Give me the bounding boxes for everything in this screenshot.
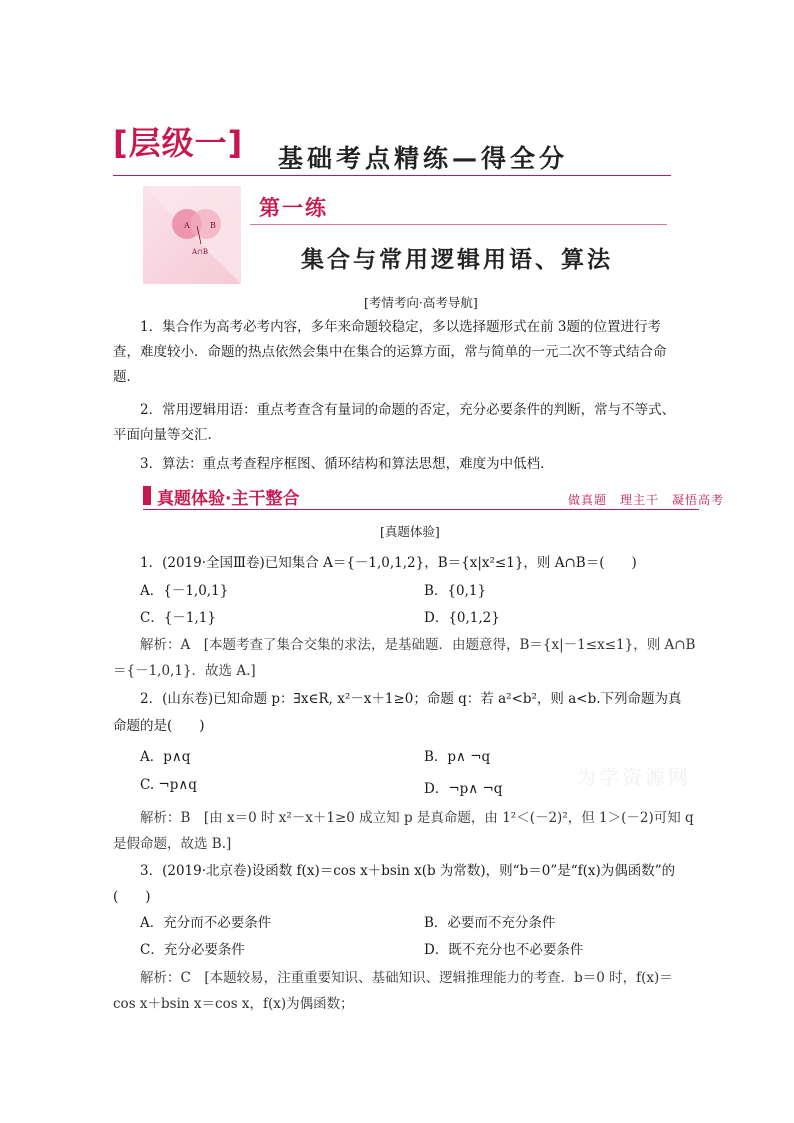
q3-stem-line-1: 3．(2019·北京卷)设函数 f(x)＝cos x＋bsin x(b 为常数)，则“b＝0”是“f(x)为偶函数”的 xyxy=(140,863,676,879)
q2-analysis-line-1: 解析：B [由 x＝0 时 x²－x＋1≥0 成立知 p 是真命题，由 1²＜(－2)²，但 1＞(－2)可知 q xyxy=(140,810,694,826)
guide-paragraph-3: 3．算法：重点考查程序框图、循环结构和算法思想，难度为中低档． xyxy=(140,456,554,472)
q2-option-b: B．p∧ ¬q xyxy=(424,749,491,765)
q1-option-a: A．{－1,0,1} xyxy=(140,583,229,599)
level-divider xyxy=(113,175,671,176)
guide-paragraph-2: 2．常用逻辑用语：重点考查含有量词的命题的否定，充分必要条件的判断，常与不等式、平面向量等交汇． xyxy=(113,402,676,443)
q2-stem-line-1: 2．(山东卷)已知命题 p：∃x∈R, x²－x＋1≥0；命题 q：若 a²<b²，则 a<b.下列命题为真 xyxy=(140,691,682,707)
section-title: 真题体验·主干整合 xyxy=(157,489,300,509)
section-marker xyxy=(143,486,151,505)
q1-option-b: B．{0,1} xyxy=(424,583,487,599)
intersection-caption: A∩B xyxy=(192,248,209,256)
q2-option-d: D．¬p∧ ¬q xyxy=(424,781,503,797)
q3-option-b: B．必要而不充分条件 xyxy=(424,915,556,931)
q1-option-c: C．{－1,1} xyxy=(140,610,216,626)
section-sub-label: [真题体验] xyxy=(380,524,440,539)
q2-option-c: C. ¬p∧q xyxy=(140,777,197,793)
guide-label: [考情考向·高考导航] xyxy=(364,295,478,310)
circle-b-label: B xyxy=(210,221,216,230)
q3-analysis-line-1: 解析：C [本题较易，注重重要知识、基础知识、逻辑推理能力的考查．b＝0 时，f(x)＝ xyxy=(140,970,673,986)
topic-title: 集合与常用逻辑用语、算法 xyxy=(301,247,613,273)
q2-option-a: A．p∧q xyxy=(140,749,191,765)
watermark-text: 为学资源网 xyxy=(576,765,691,789)
section-tagline: 做真题 理主干 凝悟高考 xyxy=(568,493,725,507)
level-title: 基础考点精练—得全分 xyxy=(278,144,569,173)
q2-stem-line-2: 命题的是( ) xyxy=(113,718,205,734)
q3-option-d: D．既不充分也不必要条件 xyxy=(424,942,584,958)
q1-stem: 1．(2019·全国Ⅲ卷)已知集合 A＝{－1,0,1,2}，B＝{x|x²≤1}，则 A∩B＝( ) xyxy=(140,555,637,571)
circle-a-label: A xyxy=(184,221,190,230)
q1-analysis-line-1: 解析：A [本题考查了集合交集的求法，是基础题．由题意得，B＝{x|－1≤x≤1}，则 A∩B xyxy=(140,637,696,653)
practice-label: 第一练 xyxy=(259,196,328,220)
level-label: [层级一] xyxy=(113,124,244,162)
q1-analysis-line-2: ＝{－1,0,1}．故选 A.] xyxy=(113,663,256,679)
q1-option-d: D．{0,1,2} xyxy=(424,610,500,626)
section-divider xyxy=(143,509,699,510)
guide-paragraph-1: 1．集合作为高考必考内容，多年来命题较稳定，多以选择题形式在前 3题的位置进行考查，难度较小．命题的热点依然会集中在集合的运算方面，常与简单的一元二次不等式结合命题． xyxy=(113,319,667,385)
practice-divider xyxy=(250,224,667,225)
q3-option-a: A．充分而不必要条件 xyxy=(140,915,272,931)
q3-stem-line-2: ( ) xyxy=(113,889,151,905)
q2-analysis-line-2: 是假命题，故选 B.] xyxy=(113,836,232,852)
venn-diagram-icon xyxy=(143,186,241,284)
q3-analysis-line-2: cos x＋bsin x＝cos x，f(x)为偶函数； xyxy=(113,996,354,1012)
q3-option-c: C．充分必要条件 xyxy=(140,942,245,958)
venn-diagram-graphic xyxy=(143,186,241,284)
